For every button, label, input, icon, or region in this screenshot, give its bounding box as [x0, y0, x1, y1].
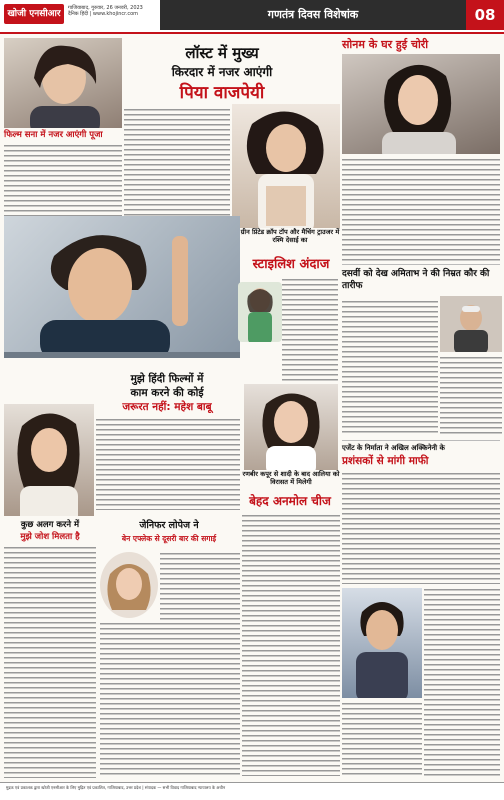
alia-photo: [244, 384, 338, 470]
pooja-portrait-icon: [4, 38, 122, 128]
akhil-body-text-3: [342, 702, 422, 776]
alia-headline-big: बेहद अनमोल चीज: [249, 494, 331, 508]
sonam-portrait-icon: [342, 54, 500, 154]
yami-body-text: [4, 546, 96, 778]
jennifer-photo: [100, 552, 158, 618]
alia-portrait-icon: [244, 384, 338, 470]
yami-headline-line2: मुझे जोश मिलता है: [20, 532, 80, 542]
mahesh-body-text: [96, 418, 240, 510]
header-rule: [0, 32, 504, 34]
akhil-body-text-2: [424, 588, 500, 776]
piya-body-text: [124, 108, 230, 228]
sonam-body-text: [342, 158, 500, 262]
mahesh-photo-bottom: [4, 352, 240, 358]
alia-body-text: [242, 514, 340, 776]
sonam-photo: [342, 54, 500, 154]
piya-headline-line1: लॉस्ट में मुख्य: [185, 44, 259, 62]
akhil-headline-small: एजेंट के निर्माता ने अखिल अक्किनेनी के: [342, 444, 445, 452]
pooja-photo: [4, 38, 122, 128]
rashmi-body-text-right: [282, 278, 338, 388]
rashmi-headline-big: स्टाइलिश अंदाज: [252, 257, 330, 272]
separator: [342, 440, 500, 441]
section-banner: गणतंत्र दिवस विशेषांक: [160, 0, 466, 30]
mahesh-headline-line1: मुझे हिंदी फिल्मों में: [130, 373, 204, 385]
pooja-headline: फिल्म सना में नजर आएंगी पूजा: [4, 130, 103, 140]
akhil-photo: [342, 588, 422, 698]
mahesh-photo: [4, 216, 240, 352]
piya-headline-line2: किरदार में नजर आएंगी: [171, 65, 273, 79]
piya-photo: [232, 104, 340, 228]
footer: मुद्रक एवं प्रकाशक द्वारा खोजी एनसीआर के लिए मुद्रित एवं प्रकाशित, गाजियाबाद, उत्तर प्रदेश | संपादक — सभी विवाद गाजियाबाद न्यायालय के अधीन: [0, 782, 504, 800]
akhil-portrait-icon: [342, 588, 422, 698]
akhil-body-text-1: [342, 472, 500, 584]
mahesh-headline-line3: जरूरत नहीं: महेश बाबू: [122, 401, 212, 413]
amitabh-photo: [440, 296, 502, 352]
jennifer-portrait-icon: [100, 552, 158, 618]
alia-headline-small: रणबीर कपूर से शादी के बाद आलिया को विरासत में मिलेगी: [242, 470, 340, 486]
jennifer-body-text-2: [100, 622, 240, 776]
sub-line: दैनिक हिंदी | www.khojincr.com: [68, 11, 139, 17]
jennifer-headline-line1: जेनिफर लोपेज ने: [139, 520, 199, 531]
jennifer-body-text-1: [160, 552, 240, 620]
date-line: गाजियाबाद, गुरुवार, 26 जनवरी, 2023: [68, 5, 143, 11]
separator: [342, 264, 500, 265]
amitabh-portrait-icon: [440, 296, 502, 352]
yami-photo: [4, 404, 94, 516]
yami-headline-line1: कुछ अलग करने में: [20, 520, 80, 530]
piya-portrait-icon: [232, 104, 340, 228]
sonam-headline: सोनम के घर हुई चोरी: [342, 38, 429, 51]
rashmi-photo: [238, 282, 282, 342]
akhil-headline-big: प्रशंसकों से मांगी माफी: [342, 455, 429, 467]
yami-portrait-icon: [4, 404, 94, 516]
nimrat-body-text: [342, 300, 438, 436]
rashmi-portrait-icon: [238, 282, 282, 342]
brand-logo: खोजी एनसीआर: [4, 4, 64, 24]
jennifer-headline-line2: बेन एफ्लेक से दूसरी बार की सगाई: [121, 534, 217, 543]
pooja-body-text: [4, 144, 122, 218]
piya-headline-line3: पिया वाजपेयी: [179, 83, 265, 103]
mahesh-headline-line2: काम करने की कोई: [130, 387, 204, 399]
page-number: 08: [466, 0, 504, 30]
mahesh-portrait-icon: [4, 216, 240, 352]
dateline: [68, 5, 156, 17]
nimrat-body-text-2: [440, 356, 502, 436]
rashmi-headline-small: ग्रीन प्रिंटेड क्रॉप टॉप और मैचिंग ट्राउजर में रश्मि देसाई का: [240, 228, 340, 244]
nimrat-headline: दसवीं को देख अमिताभ ने की निम्रत कौर की तारीफ: [342, 269, 490, 291]
